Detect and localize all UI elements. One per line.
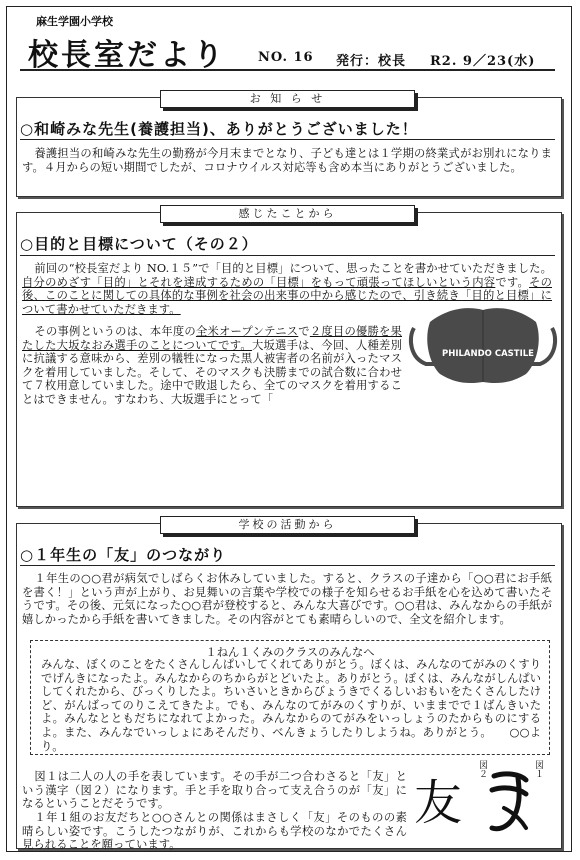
letter-box [30, 640, 550, 755]
publisher: 発行：校長 [336, 54, 407, 69]
letter-body: みんな、ぼくのことをたくさんしんぱいしてくれてありがとう。ぼくは、みんなのてがみのくすりでげんきになったよ。みんなからのちからがとどいたよ。ありがとう。ぼくは、みんながしんぱいしてくれたから、びっくりしたよ。ちいさいときからびょうきでくるしいおもいをたくさんしたけど、がんばってのりこえてきたよ。でも、みんなのてがみのくすりが、いままでで１ばんきいたよ。みんなとともだちになれてよかった。みんなからのてがみをいっしょうのたからものにするよ。また、みんなでいっしょにあそんだり、べんきょうしたりしようね。ありがとう。 ○○より。 [41, 658, 541, 753]
activities-paragraph-2: 図１は二人の人の手を表しています。その手が二つ合わさると「友」という漢字（図２）になります。手と手を取り合って支え合うのが「友」になるということだそうです。 [22, 770, 407, 811]
notice-heading: ○和崎みな先生(養護担当)、ありがとうございました！ [20, 120, 418, 138]
notice-heading-rule [20, 139, 555, 140]
thoughts-heading: ○目的と目標について（その２） [20, 235, 258, 253]
header-rule [20, 69, 555, 71]
activities-heading-rule [20, 565, 555, 566]
figure-1-hands-glyph [486, 768, 534, 836]
mask-text: PHILANDO CASTILE [442, 349, 534, 359]
figure-2-label: 図２ [477, 760, 487, 778]
figure-1-label: 図１ [533, 760, 543, 778]
activities-paragraph-3: １年１組のお友だちと○○さんとの関係はまさしく「友」そのものの素晴らしい姿です。こうしたつながりが、これからも学校のなかでたくさん見られることを願っています。 [22, 811, 407, 852]
issue-number: NO. 16 [258, 50, 314, 65]
letter-title: １ねん１くみのクラスのみんなへ [205, 646, 375, 659]
issue-date: R2. 9／23(水) [430, 54, 536, 69]
activities-paragraph-1: １年生の○○君が病気でしばらくお休みしていました。すると、クラスの子達から「○○君にお手紙を書く！」という声が上がり、お見舞いの言葉や学校での様子を知らせるお手紙を心を込めて書いたそうです。その後、元気になった○○君が登校すると、みんな大喜びです。○○君は、みんなからの手紙が嬉しかったから手紙を書いてきました。その内容がとても素晴らしいので、全文を紹介します。 [22, 572, 552, 626]
mask-illustration [408, 304, 558, 386]
newsletter-title: 校長室だより [28, 38, 226, 73]
thoughts-paragraph-2a: その事例というのは、本年度の全米オープンテニスで２度目の優勝を果たした大坂なおみ選手のことについてです。大坂選手は、今回、人種差別に抗議する意味から、差別の犠牲になった黒人被害者の名前が入ったマスクを着用していました。そして、そのマスクも決勝までの試合数に合わせて７枚用意していました。途中で敗退したら、全てのマスクを着用することはできません。すなわち、大坂選手にとって「 [22, 325, 402, 406]
figure-2-kanji: 友 [414, 775, 463, 831]
letter-signature: ○○より。 [41, 725, 541, 753]
section-label-activities: 学校の活動から [160, 516, 415, 534]
school-name: 麻生学園小学校 [36, 15, 113, 28]
thoughts-heading-rule [20, 255, 555, 256]
activities-heading: ○１年生の「友」のつながり [20, 546, 227, 564]
notice-body: 養護担当の和崎みな先生の勤務が今月末までとなり、子ども達とは１学期の終業式がお別れになります。４月からの短い期間でしたが、コロナウイルス対応等も含め本当にありがとうございました。 [22, 147, 552, 174]
thoughts-paragraph-1: 前回の“校長室だより NO.１５”で「目的と目標」について、思ったことを書かせていただきました。自分のめざす「目的」とそれを達成するための「目標」をもって頑張ってほしいという内容です。その後、このことに関しての具体的な事例を社会の出来事の中から感じたので、引き続き「目的と目標」について書かせていただきます。 [22, 262, 552, 316]
section-label-notice: お 知 ら せ [160, 90, 415, 108]
section-label-thoughts: 感じたことから [160, 205, 415, 223]
